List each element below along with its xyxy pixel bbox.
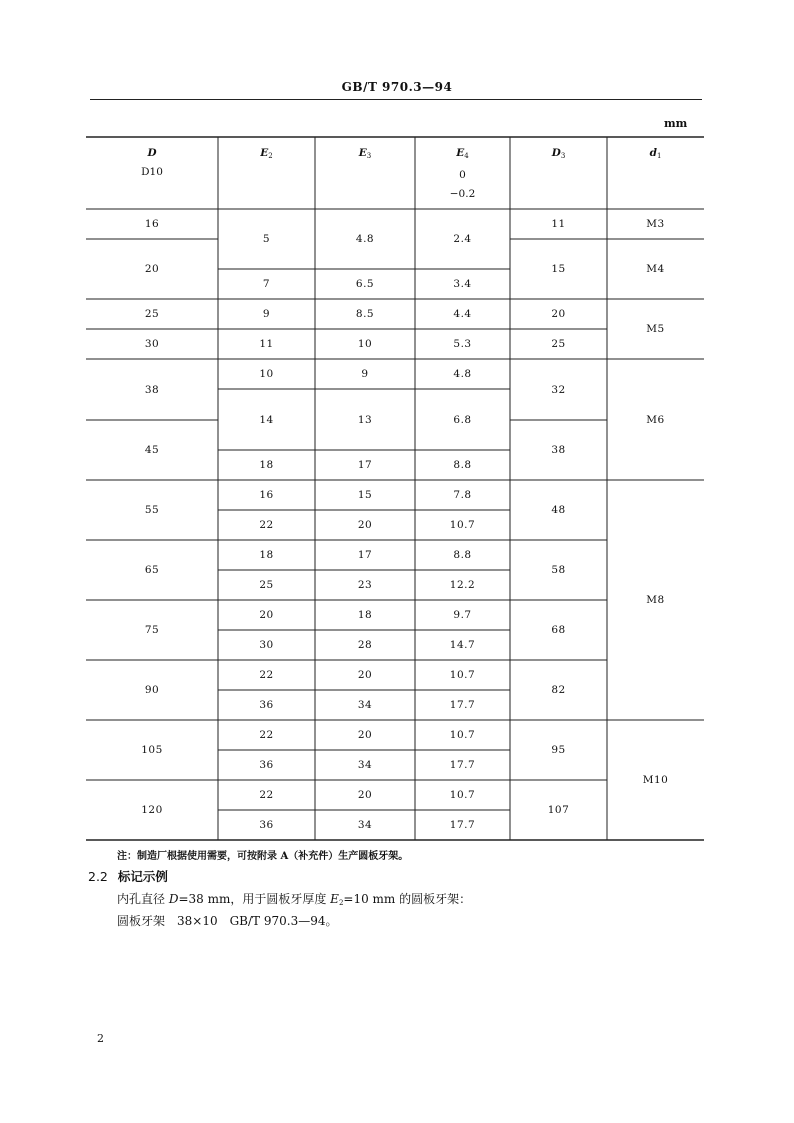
table-cell-E2: 10	[259, 368, 274, 380]
header-D3-sub: 3	[560, 152, 566, 160]
header-E4-tol-upper: 0	[459, 169, 466, 181]
table-cell-E2: 22	[259, 519, 274, 531]
table-cell-E4: 10.7	[449, 729, 476, 741]
header-d1	[607, 144, 704, 166]
table-cell-d1: M8	[646, 594, 665, 606]
page-number: 2	[97, 1032, 104, 1045]
header-d1-sub: 1	[656, 152, 662, 160]
header-E4-tol-lower: −0.2	[449, 188, 476, 200]
symbol-D: D	[168, 892, 179, 906]
table-cell-E2: 36	[259, 819, 274, 831]
header-E2-sub: 2	[268, 152, 273, 160]
table-cell-E4: 5.3	[453, 338, 472, 350]
table-cell-E3: 18	[357, 609, 373, 621]
text-span: 内孔直径	[117, 892, 169, 906]
table-cell-d1: M4	[646, 263, 665, 275]
table-cell-D: 120	[141, 804, 163, 816]
table-cell-D: 45	[144, 444, 160, 456]
table-cell-E2: 9	[262, 308, 271, 320]
text-span: =10 mm 的圆板牙架：	[343, 892, 472, 906]
table-cell-d1: M5	[646, 323, 665, 335]
table-cell-D3: 38	[551, 444, 566, 456]
table-cell-D: 55	[144, 504, 160, 516]
table-cell-E3: 8.5	[355, 308, 375, 320]
table-cell-E4: 17.7	[449, 699, 476, 711]
header-D3	[510, 144, 607, 166]
table-cell-D3: 48	[551, 504, 566, 516]
table-cell-D3: 82	[551, 684, 566, 696]
table-cell-D: 30	[144, 338, 160, 350]
symbol-E-sub: 2	[338, 899, 344, 907]
header-D3-symbol: D	[551, 147, 561, 159]
table-cell-E2: 22	[259, 789, 274, 801]
table-cell-D3: 25	[551, 338, 566, 350]
header-E2-symbol: E	[260, 147, 269, 159]
table-cell-E3: 17	[357, 459, 373, 471]
table-cell-E2: 7	[262, 278, 271, 290]
table-cell-E4: 17.7	[449, 759, 476, 771]
table-cell-D: 16	[144, 218, 160, 230]
document-header: GB/T 970.3—94	[341, 80, 453, 94]
table-cell-E2: 36	[259, 759, 274, 771]
table-cell-D: 75	[144, 624, 160, 636]
header-D	[86, 144, 218, 182]
table-cell-E4: 3.4	[453, 278, 472, 290]
table-note: 注：制造厂根据使用需要，可按附录 A（补充件）生产圆板牙架。	[117, 851, 409, 862]
table-cell-D3: 95	[551, 744, 566, 756]
table-cell-D3: 15	[551, 263, 566, 275]
section-title: 标记示例	[117, 869, 168, 884]
table-cell-E3: 20	[357, 789, 373, 801]
header-E4-symbol: E	[456, 147, 465, 159]
table-cell-E4: 2.4	[453, 233, 472, 245]
table-cell-D3: 107	[547, 804, 570, 816]
table-cell-E4: 12.2	[449, 579, 476, 591]
table-cell-E4: 9.7	[453, 609, 472, 621]
table-cell-E2: 16	[259, 489, 274, 501]
table-cell-E3: 20	[357, 729, 373, 741]
header-D-tolerance: D10	[141, 166, 163, 178]
table-cell-D3: 11	[551, 218, 566, 230]
section-number: 2.2	[88, 869, 108, 884]
table-cell-E2: 30	[259, 639, 274, 651]
table-cell-D3: 58	[551, 564, 566, 576]
table-cell-D3: 32	[551, 383, 566, 396]
table-cell-E3: 9	[361, 368, 369, 380]
table-cell-E3: 15	[357, 489, 373, 501]
table-cell-d1: M10	[642, 774, 669, 786]
marking-example-line-1	[117, 890, 471, 907]
table-cell-E3: 17	[357, 549, 373, 561]
table-cell-E4: 7.8	[453, 489, 472, 501]
table-cell-E4: 17.7	[449, 819, 476, 831]
table-cell-E3: 23	[357, 579, 373, 591]
header-E3	[315, 144, 415, 166]
marking-example-line-2: 圆板牙架 38×10 GB/T 970.3—94。	[117, 914, 338, 928]
table-cell-E3: 13	[357, 413, 373, 426]
table-cell-E2: 20	[259, 609, 274, 621]
table-cell-E2: 36	[259, 699, 274, 711]
header-E3-symbol: E	[358, 147, 367, 159]
table-cell-E4: 6.8	[453, 413, 472, 426]
text-span: =38 mm，用于圆板牙厚度	[178, 892, 331, 906]
table-cell-E3: 20	[357, 669, 373, 681]
unit-label: mm	[664, 117, 688, 130]
table-cell-E4: 4.8	[453, 368, 472, 380]
table-cell-E2: 14	[259, 413, 274, 426]
table-cell-D: 38	[144, 383, 160, 396]
table-cell-E2: 22	[259, 669, 274, 681]
table-cell-E2: 18	[259, 549, 274, 561]
header-E4-sub: 4	[464, 152, 469, 160]
table-cell-E4: 4.4	[453, 308, 472, 320]
header-E4	[415, 144, 510, 204]
table-cell-E3: 34	[357, 819, 373, 831]
symbol-E: E	[330, 892, 339, 906]
table-cell-E3: 6.5	[355, 278, 375, 290]
table-cell-E2: 11	[259, 338, 274, 350]
section-heading	[88, 867, 168, 885]
table-cell-E4: 8.8	[453, 549, 472, 561]
header-d1-symbol: d	[649, 147, 657, 159]
table-cell-E3: 28	[357, 639, 373, 651]
table-cell-E3: 34	[357, 759, 373, 771]
table-cell-d1: M6	[646, 413, 665, 426]
table-cell-E4: 14.7	[449, 639, 476, 651]
table-cell-E4: 10.7	[449, 669, 476, 681]
table-cell-D: 105	[141, 744, 163, 756]
table-cell-E4: 10.7	[449, 519, 476, 531]
header-E3-sub: 3	[366, 152, 372, 160]
table-cell-D: 90	[144, 684, 160, 696]
table-cell-D3: 20	[551, 308, 566, 320]
table-cell-D3: 68	[551, 624, 566, 636]
header-E2	[218, 144, 315, 166]
table-cell-E2: 18	[259, 459, 274, 471]
table-cell-D: 25	[144, 308, 160, 320]
header-D-symbol: D	[147, 147, 157, 159]
table-cell-E3: 10	[357, 338, 373, 350]
table-cell-E2: 5	[262, 233, 271, 245]
table-cell-E2: 22	[259, 729, 274, 741]
table-cell-D: 20	[144, 263, 160, 275]
table-cell-E2: 25	[259, 579, 274, 591]
table-cell-E4: 8.8	[453, 459, 472, 471]
table-cell-E3: 34	[357, 699, 373, 711]
table-cell-E3: 20	[357, 519, 373, 531]
table-cell-E4: 10.7	[449, 789, 476, 801]
table-cell-E3: 4.8	[355, 233, 375, 245]
table-cell-d1: M3	[646, 218, 665, 230]
table-cell-D: 65	[144, 564, 160, 576]
